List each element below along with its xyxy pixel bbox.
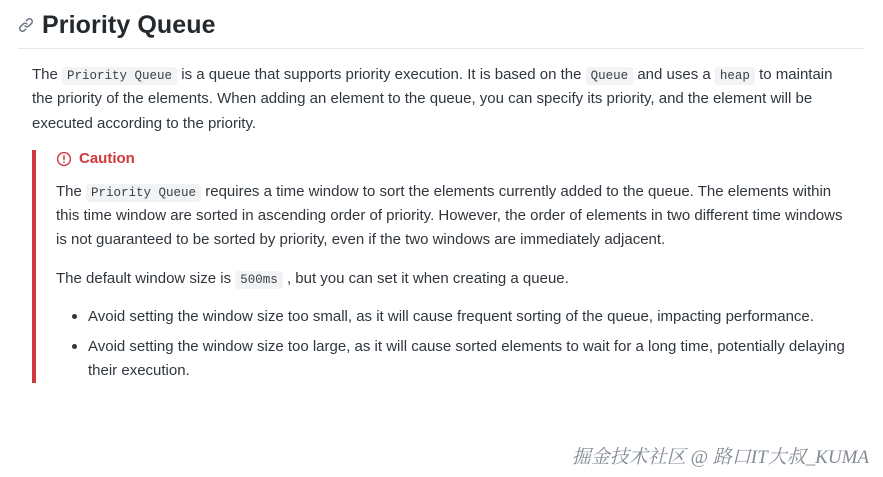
callout-p2-text-2: , but you can set it when creating a queue. xyxy=(286,269,569,287)
page-heading xyxy=(18,10,865,49)
code-priority-queue-2: Priority Queue xyxy=(86,184,201,202)
intro-text-3: and uses a xyxy=(637,66,711,83)
code-heap: heap xyxy=(715,67,755,85)
intro-paragraph xyxy=(18,63,865,136)
intro-text-1: The xyxy=(32,66,58,83)
callout-header xyxy=(56,150,845,168)
callout-p1-text-1: The xyxy=(56,182,82,200)
caution-exclamation-icon xyxy=(56,151,72,167)
page-title: Priority Queue xyxy=(42,11,216,39)
callout-p1-text-2: requires a time window to sort the elements currently added to the queue. The elements within this time window are sorted in ascending order of priority. However, the order of elements in two different time windows is not guaranteed to be sorted by priority, even if the two windows are immediately adjacent. xyxy=(56,182,843,249)
code-default-window-size: 500ms xyxy=(235,271,283,289)
intro-text-2: is a queue that supports priority execution. It is based on the xyxy=(181,66,582,83)
callout-p2-text-1: The default window size is xyxy=(56,269,232,287)
link-anchor-icon[interactable] xyxy=(18,17,34,33)
intro-text-4: to maintain the priority of the elements. When adding an element to the queue, you can specify its priority, and the element will be executed according to the priority. xyxy=(32,66,833,132)
list-item: Avoid setting the window size too small, as it will cause frequent sorting of the queue, impacting performance. xyxy=(78,305,845,329)
callout-title-label: Caution xyxy=(79,149,135,167)
code-priority-queue: Priority Queue xyxy=(62,67,177,85)
callout-paragraph-2 xyxy=(56,267,845,291)
callout-bullet-list xyxy=(56,305,845,383)
caution-callout xyxy=(32,150,845,383)
watermark-text: 掘金技术社区 @ 路口IT大叔_KUMA xyxy=(571,447,869,468)
list-item: Avoid setting the window size too large, as it will cause sorted elements to wait for a long time, potentially delaying their execution. xyxy=(78,335,845,383)
callout-paragraph-1 xyxy=(56,180,845,253)
code-queue: Queue xyxy=(586,67,634,85)
